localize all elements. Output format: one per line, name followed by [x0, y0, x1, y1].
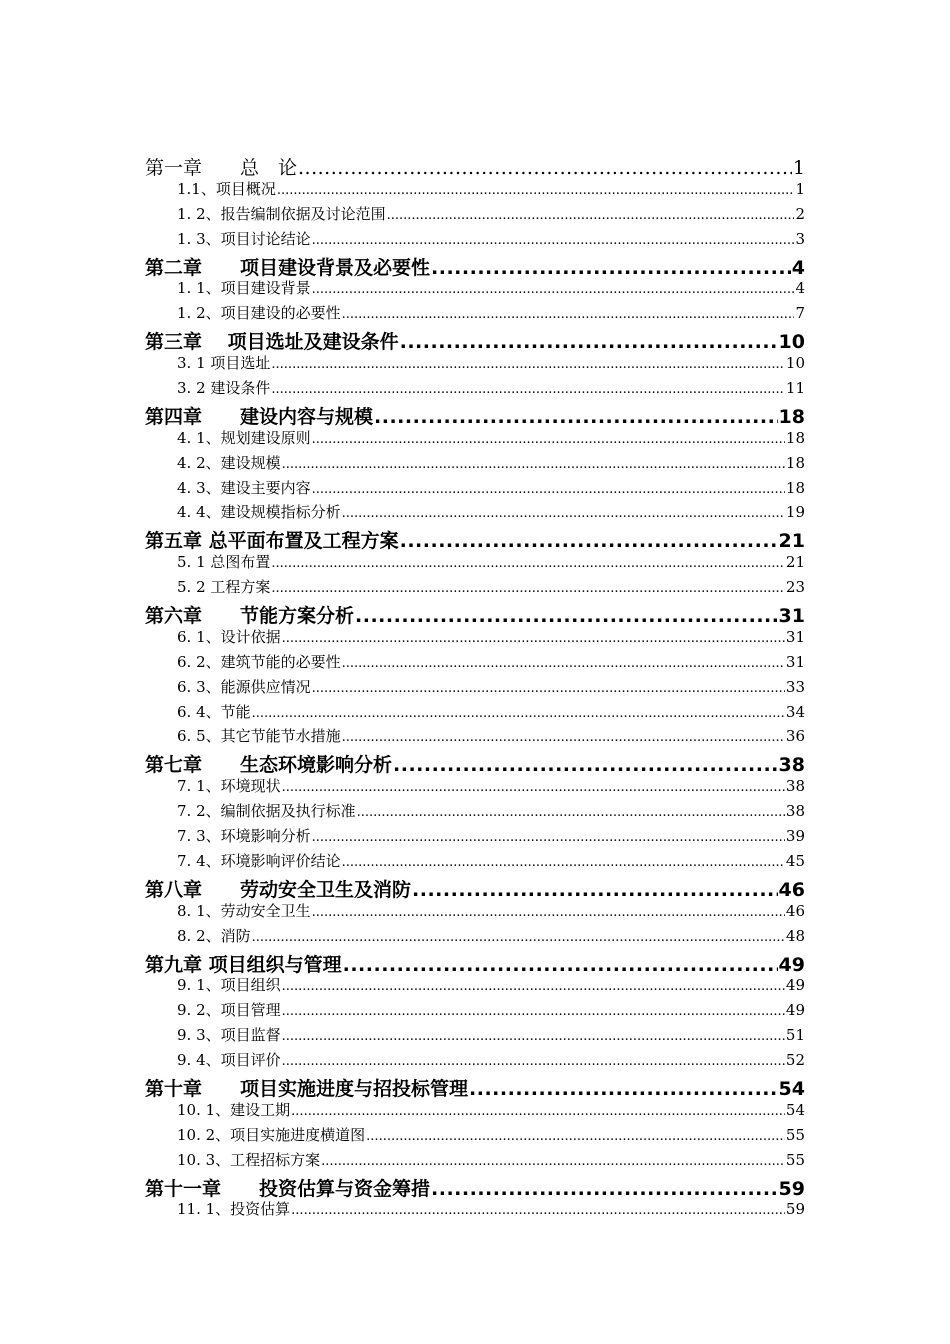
- toc-section-entry[interactable]: [145, 277, 805, 302]
- toc-entry-title: 第六章 节能方案分析: [145, 605, 355, 626]
- toc-section-entry[interactable]: [145, 825, 805, 850]
- toc-entry-page-number: 49: [785, 976, 805, 995]
- toc-dot-leader: [431, 1178, 778, 1199]
- toc-dot-leader: [282, 780, 785, 795]
- toc-dot-leader: [282, 457, 785, 472]
- toc-entry-page-number: 7: [795, 304, 805, 323]
- toc-entry-page-number: 1: [795, 179, 805, 198]
- toc-entry-page-number: 10: [778, 331, 805, 353]
- toc-dot-leader: [312, 233, 795, 248]
- toc-section-entry[interactable]: [145, 651, 805, 676]
- toc-entry-page-number: 10: [785, 354, 805, 373]
- toc-chapter-entry[interactable]: [145, 253, 805, 278]
- toc-dot-leader: [298, 157, 792, 178]
- toc-section-entry[interactable]: [145, 302, 805, 327]
- toc-dot-leader: [282, 1004, 785, 1019]
- toc-entry-page-number: 55: [785, 1150, 805, 1169]
- toc-section-entry[interactable]: [145, 377, 805, 402]
- toc-entry-page-number: 45: [785, 851, 805, 870]
- toc-dot-leader: [271, 357, 785, 372]
- toc-entry-title: 1. 2、报告编制依据及讨论范围: [177, 204, 386, 223]
- toc-entry-title: 第三章 项目选址及建设条件: [145, 331, 399, 353]
- toc-dot-leader: [282, 979, 785, 994]
- toc-section-entry[interactable]: [145, 925, 805, 950]
- toc-entry-page-number: 38: [785, 777, 805, 796]
- toc-section-entry[interactable]: [145, 178, 805, 203]
- toc-chapter-entry[interactable]: [145, 327, 805, 352]
- toc-entry-title: 8. 1、劳动安全卫生: [177, 901, 311, 920]
- toc-dot-leader: [374, 406, 778, 427]
- toc-dot-leader: [282, 1054, 785, 1069]
- toc-entry-title: 9. 1、项目组织: [177, 976, 281, 995]
- toc-entry-title: 4. 1、规划建设原则: [177, 428, 311, 447]
- toc-entry-title: 4. 3、建设主要内容: [177, 478, 311, 497]
- toc-section-entry[interactable]: [145, 974, 805, 999]
- toc-section-entry[interactable]: [145, 999, 805, 1024]
- toc-section-entry[interactable]: [145, 452, 805, 477]
- toc-section-entry[interactable]: [145, 203, 805, 228]
- toc-section-entry[interactable]: [145, 352, 805, 377]
- toc-entry-page-number: 3: [795, 229, 805, 248]
- toc-entry-title: 6. 4、节能: [177, 702, 251, 721]
- toc-entry-page-number: 59: [785, 1200, 805, 1219]
- toc-dot-leader: [431, 257, 791, 278]
- toc-entry-title: 5. 1 总图布置: [177, 553, 271, 572]
- toc-dot-leader: [312, 432, 785, 447]
- toc-section-entry[interactable]: [145, 775, 805, 800]
- toc-dot-leader: [271, 556, 785, 571]
- toc-entry-title: 3. 1 项目选址: [177, 354, 271, 373]
- toc-entry-title: 9. 3、项目监督: [177, 1026, 281, 1045]
- toc-entry-title: 第七章 生态环境影响分析: [145, 754, 393, 776]
- toc-chapter-entry[interactable]: [145, 875, 805, 900]
- toc-chapter-entry[interactable]: [145, 750, 805, 775]
- toc-dot-leader: [342, 656, 785, 671]
- toc-entry-page-number: 49: [785, 1001, 805, 1020]
- toc-entry-page-number: 36: [785, 727, 805, 746]
- toc-section-entry[interactable]: [145, 1124, 805, 1149]
- toc-entry-title: 7. 3、环境影响分析: [177, 827, 311, 846]
- toc-entry-page-number: 46: [785, 901, 805, 920]
- toc-section-entry[interactable]: [145, 477, 805, 502]
- toc-section-entry[interactable]: [145, 1024, 805, 1049]
- toc-entry-title: 8. 2、消防: [177, 926, 251, 945]
- toc-section-entry[interactable]: [145, 1198, 805, 1223]
- toc-entry-title: 第五章 总平面布置及工程方案: [145, 530, 399, 552]
- toc-entry-title: 10. 3、工程招标方案: [177, 1150, 321, 1169]
- toc-entry-title: 9. 2、项目管理: [177, 1001, 281, 1020]
- toc-section-entry[interactable]: [145, 427, 805, 452]
- toc-chapter-entry[interactable]: [145, 1174, 805, 1199]
- toc-entry-title: 9. 4、项目评价: [177, 1051, 281, 1070]
- toc-entry-page-number: 31: [785, 652, 805, 671]
- toc-dot-leader: [312, 482, 785, 497]
- toc-entry-page-number: 18: [778, 405, 805, 427]
- toc-entry-title: 第四章 建设内容与规模: [145, 405, 374, 427]
- toc-dot-leader: [366, 1129, 785, 1144]
- toc-dot-leader: [342, 506, 785, 521]
- toc-entry-page-number: 31: [785, 627, 805, 646]
- toc-entry-page-number: 18: [785, 453, 805, 472]
- toc-entry-page-number: 18: [785, 428, 805, 447]
- toc-dot-leader: [291, 1104, 785, 1119]
- toc-section-entry[interactable]: [145, 900, 805, 925]
- toc-entry-title: 4. 4、建设规模指标分析: [177, 503, 341, 522]
- toc-entry-title: 第十章 项目实施进度与招投标管理: [145, 1077, 469, 1099]
- toc-entry-title: 第十一章 投资估算与资金筹措: [145, 1177, 431, 1199]
- toc-section-entry[interactable]: [145, 850, 805, 875]
- toc-chapter-entry[interactable]: [145, 402, 805, 427]
- toc-entry-title: 第九章 项目组织与管理: [145, 953, 342, 975]
- toc-entry-page-number: 34: [785, 702, 805, 721]
- toc-entry-page-number: 59: [778, 1177, 805, 1199]
- toc-entry-page-number: 1: [792, 157, 805, 178]
- toc-entry-page-number: 21: [785, 553, 805, 572]
- toc-dot-leader: [271, 581, 785, 596]
- toc-entry-title: 7. 4、环境影响评价结论: [177, 851, 341, 870]
- toc-entry-title: 6. 3、能源供应情况: [177, 677, 311, 696]
- toc-entry-title: 第二章 项目建设背景及必要性: [145, 256, 431, 278]
- toc-entry-title: 6. 2、建筑节能的必要性: [177, 652, 341, 671]
- toc-entry-title: 11. 1、投资估算: [177, 1200, 291, 1219]
- toc-dot-leader: [400, 530, 778, 551]
- toc-chapter-entry[interactable]: [145, 1074, 805, 1099]
- toc-entry-page-number: 38: [785, 802, 805, 821]
- toc-section-entry[interactable]: [145, 576, 805, 601]
- toc-entry-title: 10. 1、建设工期: [177, 1100, 291, 1119]
- toc-dot-leader: [282, 1029, 785, 1044]
- toc-entry-title: 6. 1、设计依据: [177, 627, 281, 646]
- toc-dot-leader: [412, 879, 778, 900]
- toc-section-entry[interactable]: [145, 1099, 805, 1124]
- toc-entry-page-number: 11: [785, 379, 805, 398]
- toc-dot-leader: [312, 282, 795, 297]
- toc-entry-page-number: 48: [785, 926, 805, 945]
- toc-entry-page-number: 51: [785, 1026, 805, 1045]
- toc-dot-leader: [271, 382, 785, 397]
- table-of-contents: [145, 153, 805, 1223]
- toc-section-entry[interactable]: [145, 701, 805, 726]
- toc-entry-title: 10. 2、项目实施进度横道图: [177, 1125, 366, 1144]
- toc-dot-leader: [400, 331, 778, 352]
- toc-entry-title: 6. 5、其它节能节水措施: [177, 727, 341, 746]
- toc-dot-leader: [252, 930, 785, 945]
- toc-dot-leader: [321, 1154, 785, 1169]
- toc-entry-page-number: 18: [785, 478, 805, 497]
- toc-dot-leader: [393, 754, 778, 775]
- toc-dot-leader: [355, 605, 778, 626]
- toc-entry-title: 第八章 劳动安全卫生及消防: [145, 878, 412, 900]
- toc-chapter-entry[interactable]: [145, 950, 805, 975]
- toc-entry-page-number: 46: [778, 878, 805, 900]
- toc-chapter-entry[interactable]: [145, 526, 805, 551]
- toc-chapter-entry[interactable]: [145, 601, 805, 626]
- toc-section-entry[interactable]: [145, 626, 805, 651]
- toc-dot-leader: [342, 855, 785, 870]
- toc-section-entry[interactable]: [145, 676, 805, 701]
- toc-entry-page-number: 31: [778, 605, 805, 626]
- toc-entry-page-number: 55: [785, 1125, 805, 1144]
- toc-entry-page-number: 54: [778, 1077, 805, 1099]
- toc-section-entry[interactable]: [145, 551, 805, 576]
- toc-entry-page-number: 33: [785, 677, 805, 696]
- toc-entry-page-number: 54: [785, 1100, 805, 1119]
- toc-section-entry[interactable]: [145, 501, 805, 526]
- toc-entry-page-number: 39: [785, 827, 805, 846]
- toc-entry-page-number: 2: [795, 204, 805, 223]
- toc-dot-leader: [282, 631, 785, 646]
- toc-dot-leader: [312, 830, 785, 845]
- toc-dot-leader: [469, 1078, 778, 1099]
- toc-dot-leader: [291, 1203, 785, 1218]
- toc-entry-title: 5. 2 工程方案: [177, 578, 271, 597]
- toc-entry-title: 3. 2 建设条件: [177, 379, 271, 398]
- toc-entry-title: 4. 2、建设规模: [177, 453, 281, 472]
- toc-entry-page-number: 23: [785, 578, 805, 597]
- toc-dot-leader: [343, 954, 778, 975]
- toc-entry-page-number: 4: [795, 279, 805, 298]
- toc-dot-leader: [252, 706, 785, 721]
- toc-chapter-entry[interactable]: [145, 153, 805, 178]
- toc-entry-title: 1.1、项目概况: [177, 179, 276, 198]
- toc-entry-page-number: 21: [778, 530, 805, 552]
- toc-entry-title: 1. 3、项目讨论结论: [177, 229, 311, 248]
- toc-dot-leader: [277, 183, 795, 198]
- toc-dot-leader: [342, 730, 785, 745]
- toc-entry-title: 第一章 总 论: [145, 157, 298, 178]
- toc-dot-leader: [312, 905, 785, 920]
- toc-entry-page-number: 38: [778, 754, 805, 776]
- toc-entry-title: 1. 1、项目建设背景: [177, 279, 311, 298]
- toc-section-entry[interactable]: [145, 800, 805, 825]
- toc-dot-leader: [357, 805, 785, 820]
- toc-entry-page-number: 52: [785, 1051, 805, 1070]
- toc-entry-title: 7. 2、编制依据及执行标准: [177, 802, 356, 821]
- toc-section-entry[interactable]: [145, 1049, 805, 1074]
- toc-dot-leader: [342, 307, 795, 322]
- toc-entry-title: 7. 1、环境现状: [177, 777, 281, 796]
- toc-dot-leader: [387, 208, 795, 223]
- toc-section-entry[interactable]: [145, 228, 805, 253]
- toc-section-entry[interactable]: [145, 725, 805, 750]
- toc-entry-page-number: 49: [778, 953, 805, 975]
- toc-entry-page-number: 19: [785, 503, 805, 522]
- toc-entry-page-number: 4: [791, 256, 805, 278]
- toc-dot-leader: [312, 681, 785, 696]
- toc-section-entry[interactable]: [145, 1149, 805, 1174]
- toc-entry-title: 1. 2、项目建设的必要性: [177, 304, 341, 323]
